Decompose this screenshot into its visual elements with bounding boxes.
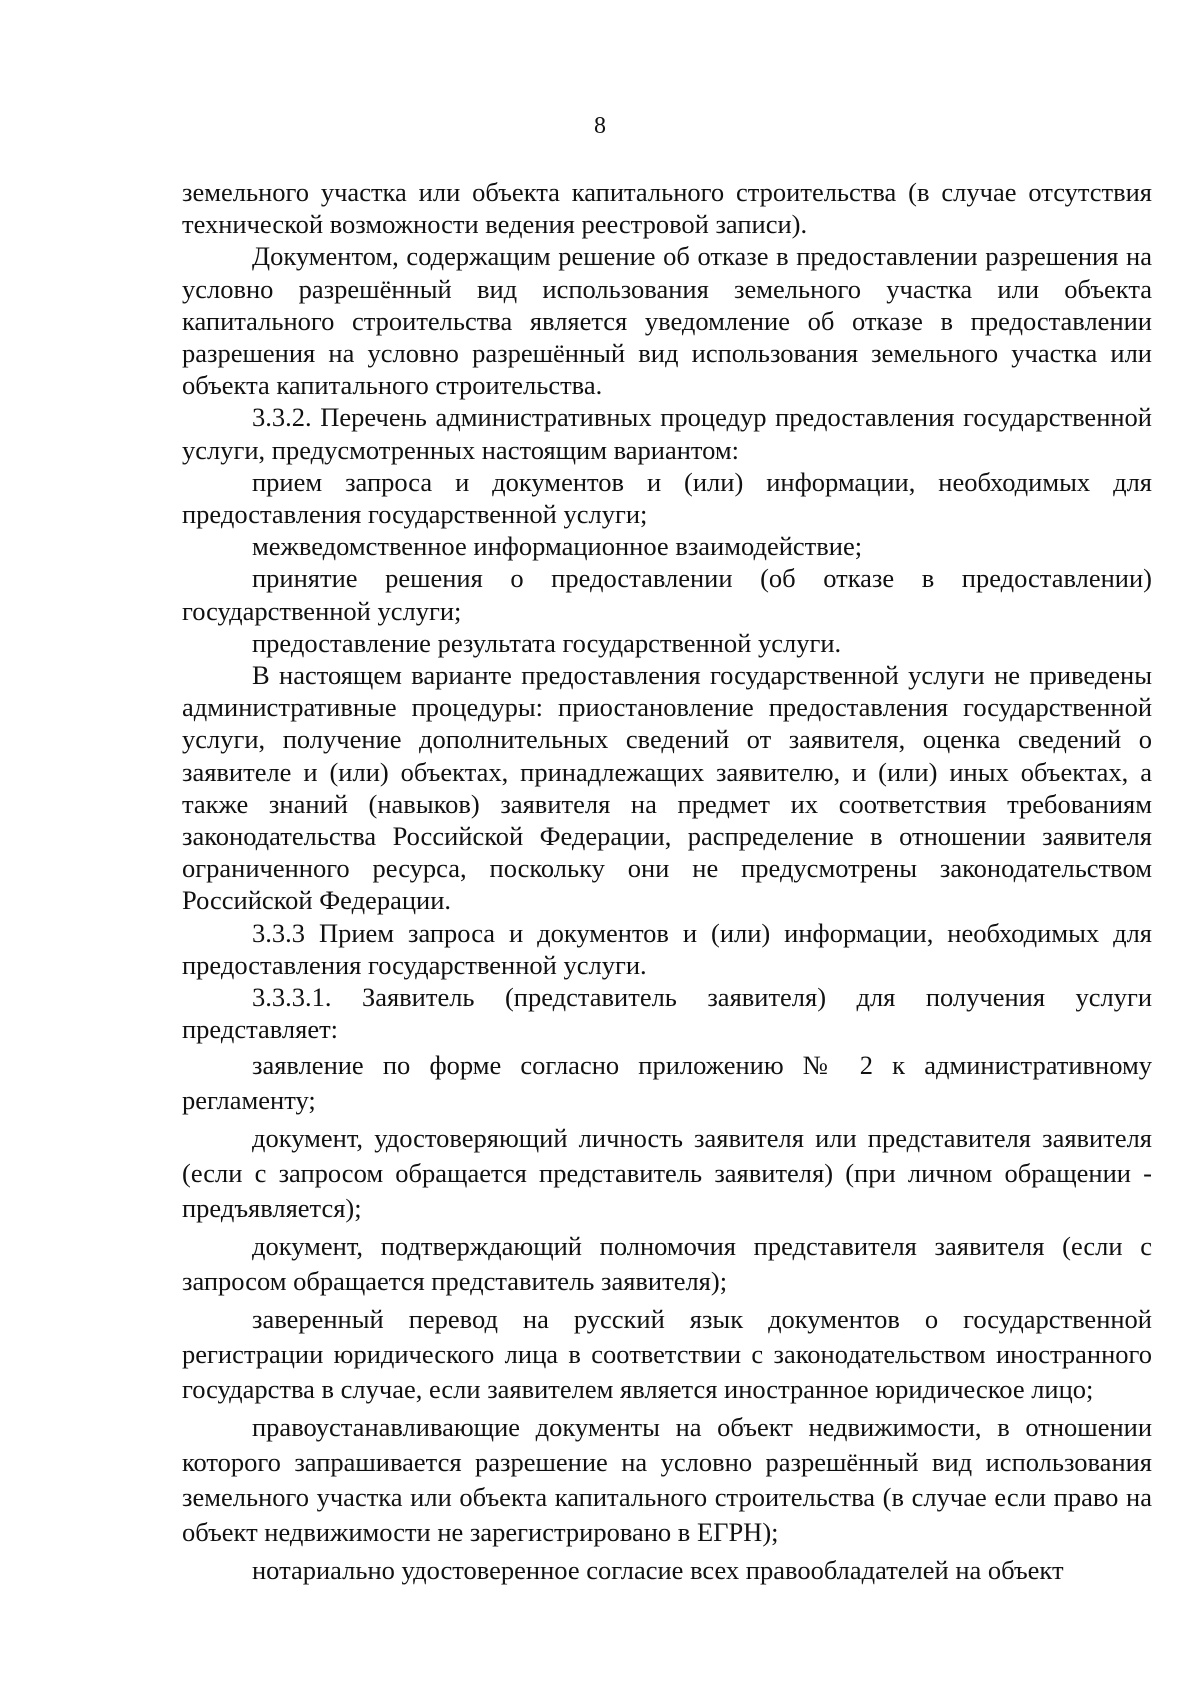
document-body: [182, 176, 1152, 1588]
list-item-request-reception: прием запроса и документов и (или) информации, необходимых для предоставления государственной услуги;: [182, 466, 1152, 530]
paragraph-refusal-document: Документом, содержащим решение об отказе в предоставлении разрешения на условно разрешённый вид использования земельного участка или объекта капитального строительства является уведомление об отказе в предоставлении разрешения на условно разрешённый вид использования земельного участка или объекта капитального строительства.: [182, 241, 1152, 401]
paragraph-section-3-3-3-1: 3.3.3.1. Заявитель (представитель заявителя) для получения услуги представляет:: [182, 982, 1152, 1045]
page-number: 8: [594, 113, 606, 139]
list-item-interagency-interaction: межведомственное информационное взаимодействие;: [252, 531, 863, 562]
list-item-decision: принятие решения о предоставлении (об отказе в предоставлении) государственной услуги;: [182, 563, 1152, 626]
list-item-result-delivery: предоставление результата государственной услуги.: [252, 627, 842, 658]
list-item-title-documents: правоустанавливающие документы на объект недвижимости, в отношении которого запрашивается разрешение на условно разрешённый вид использования земельного участка или объекта капитального строительства (в случае если право на объект недвижимости не зарегистрировано в ЕГРН);: [182, 1412, 1152, 1548]
list-item-notarized-consent: нотариально удостоверенное согласие всех правообладателей на объект: [252, 1555, 1064, 1586]
paragraph-section-3-3-2: 3.3.2. Перечень административных процедур предоставления государственной услуги, предусмотренных настоящим вариантом:: [182, 402, 1152, 465]
list-item-authority-document: документ, подтверждающий полномочия представителя заявителя (если с запросом обращается представитель заявителя);: [182, 1231, 1152, 1297]
list-item-application-form: заявление по форме согласно приложению № 2 к административному регламенту;: [182, 1050, 1152, 1116]
paragraph-continuation: земельного участка или объекта капитального строительства (в случае отсутствия технической возможности ведения реестровой записи).: [182, 177, 1152, 240]
list-item-certified-translation: заверенный перевод на русский язык документов о государственной регистрации юридического лица в соответствии с законодательством иностранного государства в случае, если заявителем является иностранное юридическое лицо;: [182, 1304, 1152, 1405]
paragraph-omitted-procedures: В настоящем варианте предоставления государственной услуги не приведены административные процедуры: приостановление предоставления государственной услуги, получение дополнительных сведений от заявителя, оценка сведений о заявителе и (или) объектах, принадлежащих заявителю, и (или) иных объектах, а также знаний (навыков) заявителя на предмет их соответствия требованиям законодательства Российской Федерации, распределение в отношении заявителя ограниченного ресурса, поскольку они не предусмотрены законодательством Российской Федерации.: [182, 660, 1152, 916]
list-item-identity-document: документ, удостоверяющий личность заявителя или представителя заявителя (если с запросом обращается представитель заявителя) (при личном обращении - предъявляется);: [182, 1123, 1152, 1224]
paragraph-section-3-3-3: 3.3.3 Прием запроса и документов и (или) информации, необходимых для предоставления государственной услуги.: [182, 917, 1152, 980]
